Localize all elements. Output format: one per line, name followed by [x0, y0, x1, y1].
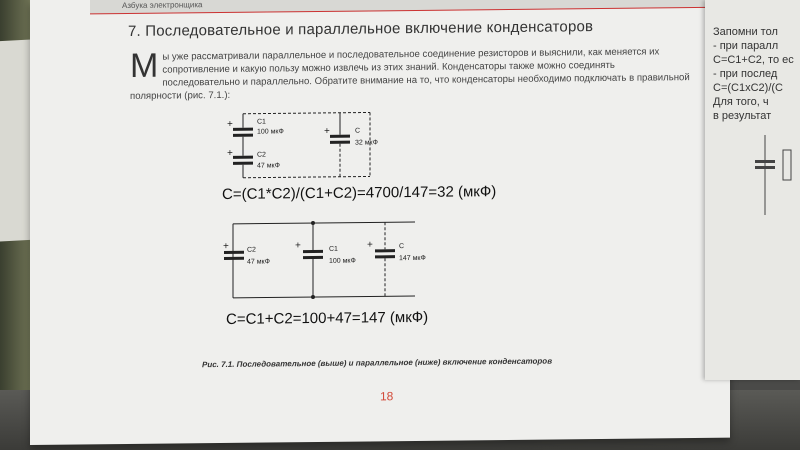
parallel-formula: C=C1+C2=100+47=147 (мкФ) — [226, 308, 429, 328]
series-c2-value: 47 мкФ — [257, 162, 280, 170]
right-page-line: - при послед — [713, 68, 778, 80]
series-c-value: 32 мкФ — [355, 139, 378, 147]
svg-text:+: + — [223, 240, 229, 252]
parallel-c-value: 147 мкФ — [399, 254, 426, 263]
body-text: ы уже рассматривали параллельное и последовательное соединение резисторов и выяснили, как меняется их сопротивление и какую пользу можно извлечь из этих знаний. Конденсаторы также можно соединять последовательно и параллельно. Обратите внимание на то, что конденсаторы необходимо подключать в правильной полярности (рис. 7.1.): — [130, 46, 690, 102]
parallel-c2-name: C2 — [247, 246, 256, 254]
right-page-line: в результат — [713, 110, 772, 122]
parallel-c2-value: 47 мкФ — [247, 258, 270, 266]
series-c1-name: C1 — [257, 118, 266, 126]
running-head: Азбука электронщика — [122, 0, 203, 11]
parallel-c-name: C — [399, 243, 405, 251]
series-circuit-diagram — [225, 104, 385, 186]
right-page-diagram-fragment — [735, 130, 795, 220]
page-number: 18 — [380, 389, 394, 404]
parallel-circuit-diagram — [225, 214, 425, 306]
series-c-name: C — [355, 127, 361, 135]
series-c2-name: C2 — [257, 151, 266, 159]
svg-text:+: + — [227, 147, 233, 159]
book-page — [30, 0, 730, 445]
parallel-c1-value: 100 мкФ — [329, 257, 356, 265]
figure-caption: Рис. 7.1. Последовательное (выше) и параллельное (ниже) включение конденсаторов — [202, 356, 553, 370]
right-page-line: C=C1+C2, то ес — [713, 54, 794, 66]
body-paragraph — [130, 45, 690, 103]
section-title: 7. Последовательное и параллельное включение конденсаторов — [128, 18, 594, 40]
svg-text:+: + — [227, 118, 233, 130]
right-page-line: C=(C1xC2)/(C — [713, 82, 783, 94]
right-page-line: - при паралл — [713, 40, 779, 52]
right-page-line: Для того, ч — [713, 96, 769, 108]
series-c1-value: 100 мкФ — [257, 128, 284, 136]
series-formula: C=(C1*C2)/(C1+C2)=4700/147=32 (мкФ) — [222, 183, 497, 203]
svg-text:+: + — [324, 125, 330, 137]
svg-text:+: + — [367, 239, 373, 251]
right-book-page — [705, 0, 800, 380]
svg-text:+: + — [295, 240, 301, 252]
right-page-line: Запомни тол — [713, 26, 778, 38]
parallel-c1-name: C1 — [329, 245, 338, 253]
dropcap: М — [130, 46, 159, 85]
